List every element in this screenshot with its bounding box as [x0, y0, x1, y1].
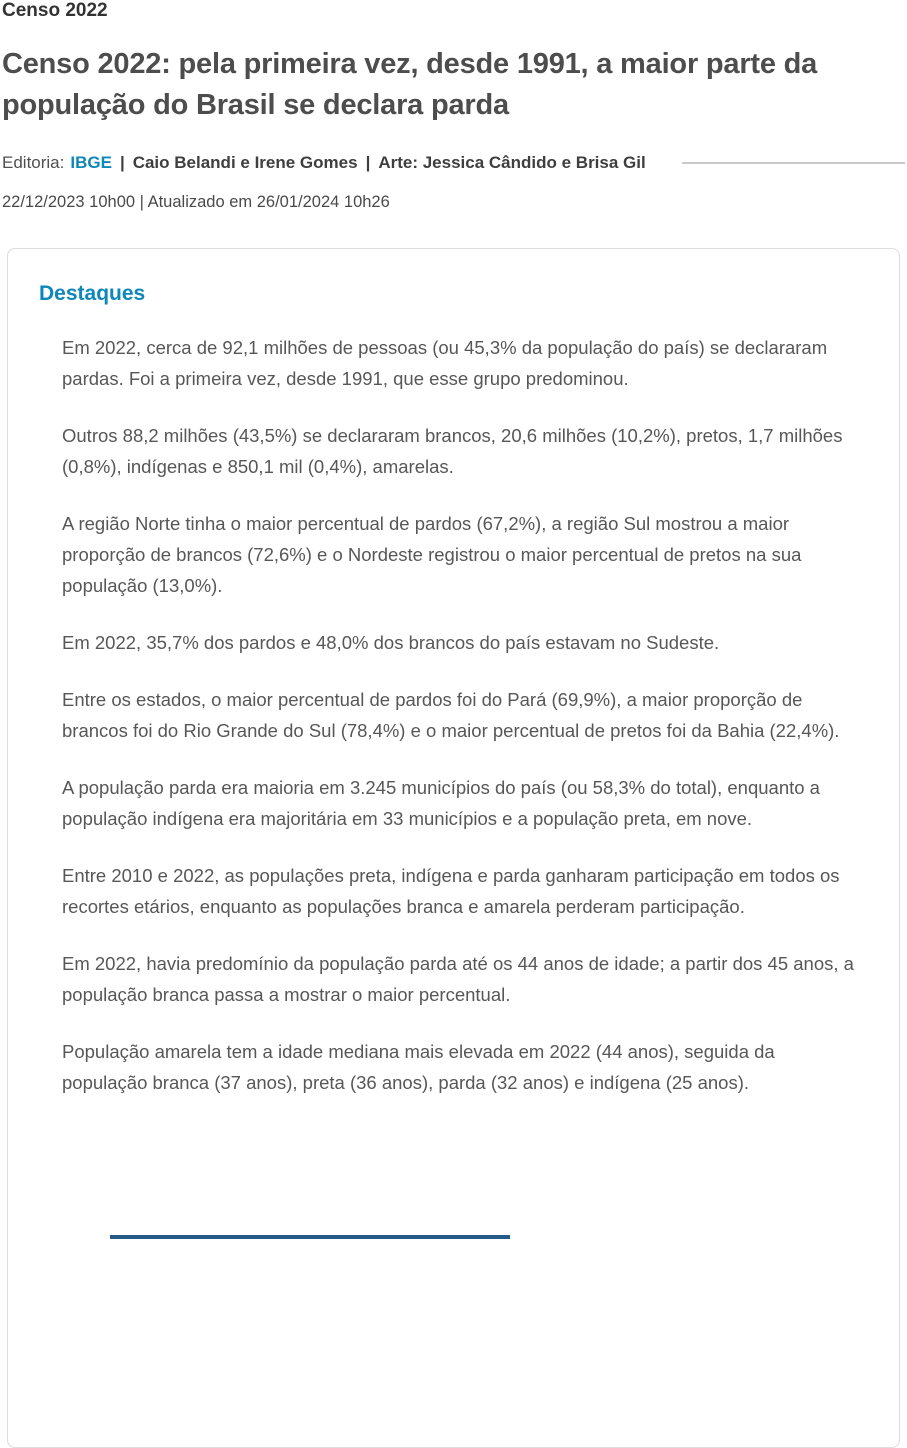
dateline: 22/12/2023 10h00 | Atualizado em 26/01/2024 10h26 [2, 193, 390, 211]
byline-divider-line [682, 162, 905, 164]
highlight-item: Em 2022, havia predomínio da população parda até os 44 anos de idade; a partir dos 45 anos, a população branca passa a mostrar o maior percentual. [62, 953, 854, 1005]
authors: Caio Belandi e Irene Gomes [132, 153, 358, 172]
highlight-item: Em 2022, 35,7% dos pardos e 48,0% dos brancos do país estavam no Sudeste. [62, 632, 720, 653]
category-kicker: Censo 2022 [2, 0, 108, 21]
byline-separator: | [119, 153, 125, 172]
byline-row [2, 152, 907, 173]
editoria-label: Editoria: [2, 153, 65, 172]
highlight-item: População amarela tem a idade mediana mais elevada em 2022 (44 anos), seguida da população branca (37 anos), preta (36 anos), parda (32 anos) e indígena (25 anos). [62, 1041, 775, 1093]
highlights-list [62, 332, 863, 1098]
highlight-item: A população parda era maioria em 3.245 municípios do país (ou 58,3% do total), enquanto a população indígena era majoritária em 33 municípios e a população preta, em nove. [62, 777, 820, 829]
highlights-heading: Destaques [39, 282, 146, 305]
highlights-box [7, 248, 900, 1448]
highlight-item: Entre os estados, o maior percentual de pardos foi do Pará (69,9%), a maior proporção de brancos foi do Rio Grande do Sul (78,4%) e o maior percentual de pretos foi da Bahia (22,4%). [62, 689, 840, 741]
highlight-item: Entre 2010 e 2022, as populações preta, indígena e parda ganharam participação em todos os recortes etários, enquanto as populações branca e amarela perderam participação. [62, 865, 840, 917]
agency-link[interactable]: IBGE [70, 153, 112, 172]
article-header [0, 0, 907, 212]
page-title: Censo 2022: pela primeira vez, desde 1991, a maior parte da população do Brasil se declara parda [2, 48, 818, 121]
byline [2, 152, 646, 173]
highlight-item: A região Norte tinha o maior percentual de pardos (67,2%), a região Sul mostrou a maior proporção de brancos (72,6%) e o Nordeste registrou o maior percentual de pretos na sua população (13,0%). [62, 513, 802, 596]
highlight-item: Em 2022, cerca de 92,1 milhões de pessoas (ou 45,3% da população do país) se declararam pardas. Foi a primeira vez, desde 1991, que esse grupo predominou. [62, 337, 828, 389]
byline-separator: | [365, 153, 371, 172]
highlight-item: Outros 88,2 milhões (43,5%) se declararam brancos, 20,6 milhões (10,2%), pretos, 1,7 milhões (0,8%), indígenas e 850,1 mil (0,4%), amarelas. [62, 425, 843, 477]
art-credit: Arte: Jessica Cândido e Brisa Gil [378, 153, 646, 172]
cropped-next-element-edge [110, 1235, 510, 1239]
